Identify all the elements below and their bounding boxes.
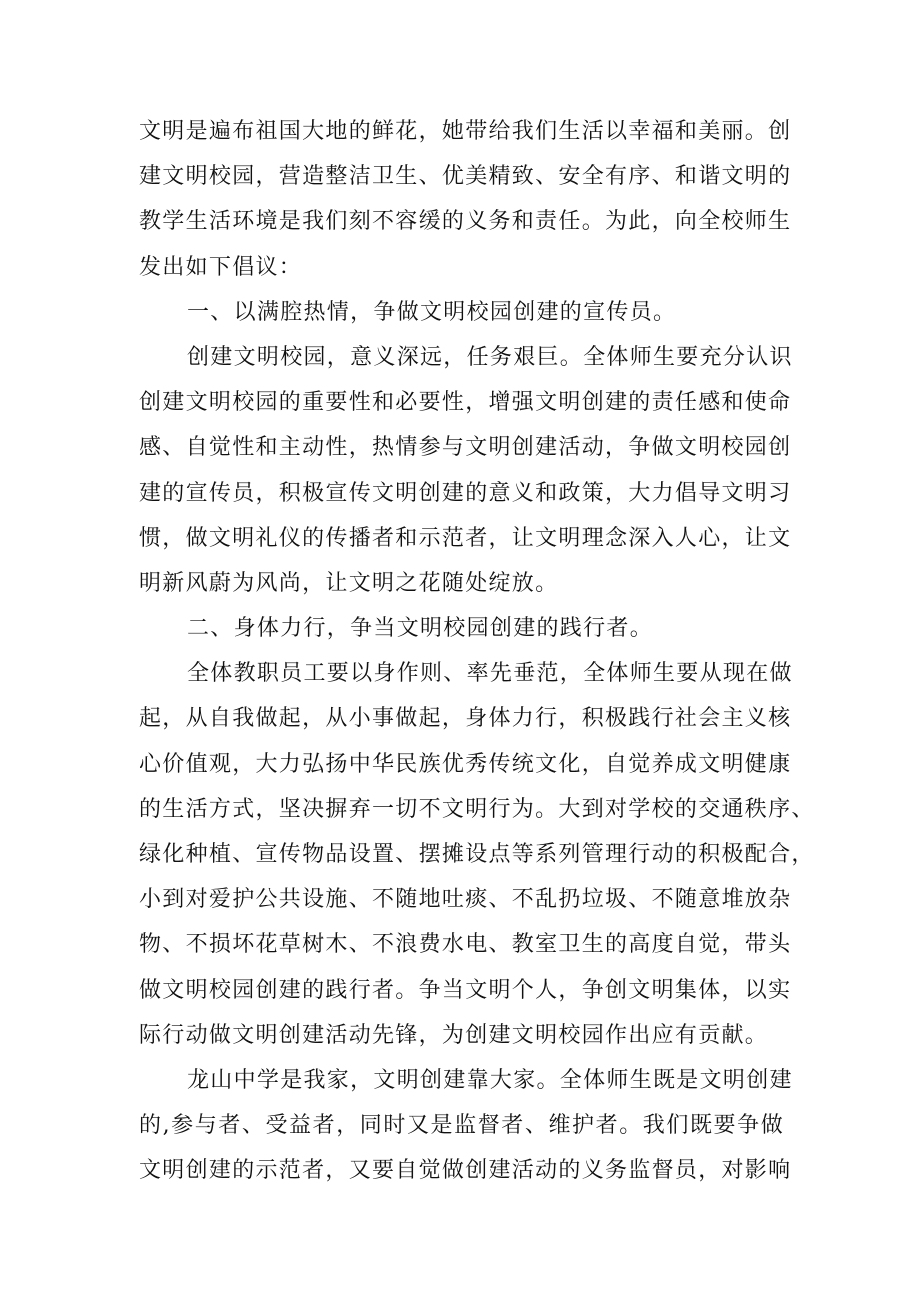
text-line: 龙山中学是我家，文明创建靠大家。全体师生既是文明创建 [187,1067,793,1093]
text-line: 惯，做文明礼仪的传播者和示范者，让文明理念深入人心，让文 [139,525,792,551]
text-line: 文明是遍布祖国大地的鲜花，她带给我们生活以幸福和美丽。创 [139,119,792,144]
text-line: 创建文明校园，意义深远，任务艰巨。全体师生要充分认识 [187,344,793,370]
text-line: 绿化种植、宣传物品设置、摆摊设点等系列管理行动的积极配合， [139,842,815,867]
section-heading-2: 二、身体力行，争当文明校园创建的践行者。 [187,616,654,642]
text-line: 的生活方式，坚决摒弃一切不文明行为。大到对学校的交通秩序、 [139,796,815,822]
text-line: 做文明校园创建的践行者。争当文明个人，争创文明集体，以实 [139,977,792,1003]
document-body [139,109,815,1194]
text-line: 的,参与者、受益者，同时又是监督者、维护者。我们既要争做 [139,1113,784,1139]
text-line: 感、自觉性和主动性，热情参与文明创建活动，争做文明校园创 [139,435,792,461]
text-line: 起，从自我做起，从小事做起，身体力行，积极践行社会主义核 [139,706,792,732]
text-line: 明新风蔚为风尚，让文明之花随处绽放。 [139,570,559,596]
text-line: 际行动做文明创建活动先锋，为创建文明校园作出应有贡献。 [139,1022,769,1048]
text-line: 发出如下倡议： [139,254,303,280]
text-line: 小到对爱护公共设施、不随地吐痰、不乱扔垃圾、不随意堆放杂 [139,887,792,913]
text-line: 全体教职员工要以身作则、率先垂范，全体师生要从现在做 [187,661,793,687]
text-line: 建文明校园，营造整洁卫生、优美精致、安全有序、和谐文明的 [139,164,792,190]
text-line: 文明创建的示范者，又要自觉做创建活动的义务监督员，对影响 [139,1158,792,1184]
text-line: 心价值观，大力弘扬中华民族优秀传统文化，自觉养成文明健康 [139,751,792,777]
section-heading-1: 一、以满腔热情，争做文明校园创建的宣传员。 [187,299,677,325]
text-line: 创建文明校园的重要性和必要性，增强文明创建的责任感和使命 [139,390,792,416]
text-line: 物、不损坏花草树木、不浪费水电、教室卫生的高度自觉，带头 [139,932,792,958]
text-line: 建的宣传员，积极宣传文明创建的意义和政策，大力倡导文明习 [139,480,792,506]
text-line: 教学生活环境是我们刻不容缓的义务和责任。为此，向全校师生 [139,209,792,235]
